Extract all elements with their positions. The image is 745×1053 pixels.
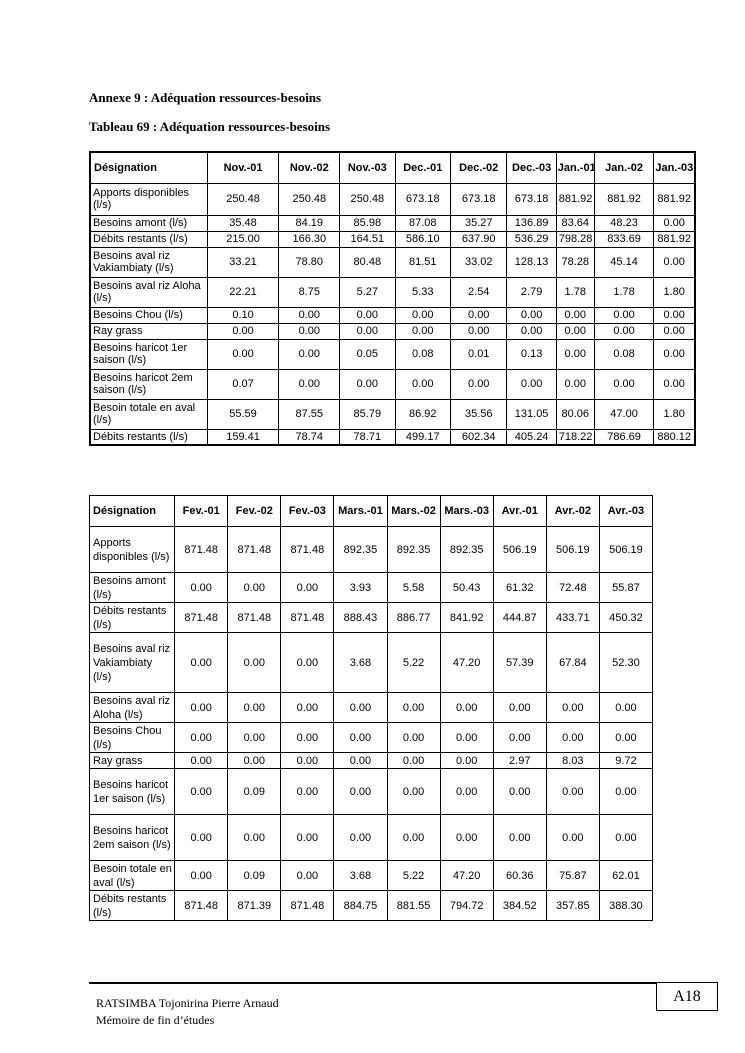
cell-value: 0.00 [279,307,340,323]
cell-value: 5.27 [340,277,395,307]
cell-value: 0.00 [281,723,334,753]
cell-value: 0.08 [594,339,654,369]
cell-value: 0.00 [281,769,334,815]
cell-value: 0.00 [334,769,387,815]
table-row [90,307,695,323]
cell-value: 0.00 [546,693,599,723]
cell-value: 0.08 [395,339,450,369]
cell-value: 81.51 [395,247,450,277]
cell-value: 0.00 [281,693,334,723]
cell-value: 444.87 [493,603,546,633]
cell-value: 0.00 [334,723,387,753]
row-label: Apports disponibles (l/s) [90,183,207,215]
annex-title: Annexe 9 : Adéquation ressources-besoins [89,90,322,105]
cell-value: 0.00 [507,307,556,323]
cell-value: 1.80 [654,277,695,307]
column-header: Mars.-01 [334,496,387,527]
cell-value: 78.80 [279,247,340,277]
footer-subtitle: Mémoire de fin d’études [96,1013,215,1027]
column-header: Jan.-02 [594,152,654,183]
cell-value: 55.59 [207,399,279,429]
table-row [90,603,653,633]
column-header: Mars.-03 [440,496,493,527]
column-header: Avr.-02 [546,496,599,527]
cell-value: 0.00 [175,815,228,861]
cell-value: 886.77 [387,603,440,633]
table-row [90,339,695,369]
row-label: Débits restants (l/s) [90,603,175,633]
cell-value: 0.00 [175,769,228,815]
column-header: Fev.-03 [281,496,334,527]
row-label: Ray grass [90,323,207,339]
cell-value: 0.00 [228,815,281,861]
cell-value: 33.02 [450,247,506,277]
cell-value: 0.00 [175,693,228,723]
cell-value: 0.00 [387,723,440,753]
cell-value: 0.00 [175,573,228,603]
cell-value: 35.56 [450,399,506,429]
cell-value: 499.17 [395,429,450,445]
cell-value: 87.08 [395,215,450,231]
cell-value: 128.13 [507,247,556,277]
cell-value: 586.10 [395,231,450,247]
row-label: Besoins haricot 1er saison (l/s) [90,769,175,815]
cell-value: 0.00 [594,307,654,323]
cell-value: 62.01 [599,861,652,891]
cell-value: 136.89 [507,215,556,231]
cell-value: 0.00 [507,369,556,399]
table-row [90,369,695,399]
cell-value: 60.36 [493,861,546,891]
cell-value: 131.05 [507,399,556,429]
cell-value: 45.14 [594,247,654,277]
row-label: Besoins aval riz Vakiambiaty (l/s) [90,247,207,277]
cell-value: 794.72 [440,891,493,921]
cell-value: 0.00 [599,723,652,753]
cell-value: 0.00 [546,769,599,815]
cell-value: 166.30 [279,231,340,247]
cell-value: 250.48 [279,183,340,215]
cell-value: 0.00 [334,815,387,861]
table-row [90,429,695,445]
column-header: Fev.-01 [175,496,228,527]
cell-value: 5.22 [387,861,440,891]
cell-value: 8.75 [279,277,340,307]
row-label: Débits restants (l/s) [90,429,207,445]
column-header: Jan.-01 [556,152,594,183]
cell-value: 880.12 [654,429,695,445]
cell-value: 75.87 [546,861,599,891]
cell-value: 798.28 [556,231,594,247]
cell-value: 0.13 [507,339,556,369]
cell-value: 0.01 [450,339,506,369]
row-label: Besoins Chou (l/s) [90,723,175,753]
column-header: Dec.-01 [395,152,450,183]
row-label: Besoins amont (l/s) [90,215,207,231]
row-label: Besoins haricot 1er saison (l/s) [90,339,207,369]
cell-value: 0.00 [175,861,228,891]
cell-value: 0.00 [654,339,695,369]
cell-value: 3.68 [334,861,387,891]
row-label: Besoins aval riz Vakiambiaty (l/s) [90,633,175,693]
cell-value: 0.09 [228,861,281,891]
cell-value: 0.10 [207,307,279,323]
table-row [90,633,653,693]
cell-value: 35.27 [450,215,506,231]
cell-value: 536.29 [507,231,556,247]
column-header: Mars.-02 [387,496,440,527]
cell-value: 0.00 [654,369,695,399]
cell-value: 0.00 [546,815,599,861]
cell-value: 388.30 [599,891,652,921]
cell-value: 357.85 [546,891,599,921]
cell-value: 0.00 [599,693,652,723]
cell-value: 871.48 [175,891,228,921]
row-label: Besoins amont (l/s) [90,573,175,603]
cell-value: 67.84 [546,633,599,693]
cell-value: 78.74 [279,429,340,445]
row-label: Débits restants (l/s) [90,231,207,247]
cell-value: 0.00 [228,633,281,693]
table-row [90,215,695,231]
cell-value: 8.03 [546,753,599,769]
table-row [90,573,653,603]
row-label: Besoin totale en aval (l/s) [90,861,175,891]
cell-value: 637.90 [450,231,506,247]
cell-value: 0.00 [228,753,281,769]
cell-value: 0.00 [440,693,493,723]
cell-value: 50.43 [440,573,493,603]
cell-value: 0.00 [334,753,387,769]
cell-value: 871.48 [281,527,334,573]
table-row [90,753,653,769]
cell-value: 0.00 [281,861,334,891]
cell-value: 0.00 [450,323,506,339]
cell-value: 0.00 [493,769,546,815]
cell-value: 0.00 [281,815,334,861]
cell-value: 86.92 [395,399,450,429]
column-header: Dec.-03 [507,152,556,183]
row-label: Besoins aval riz Aloha (l/s) [90,693,175,723]
cell-value: 5.33 [395,277,450,307]
table-row [90,861,653,891]
cell-value: 0.00 [279,339,340,369]
row-label: Besoins Chou (l/s) [90,307,207,323]
cell-value: 0.00 [175,633,228,693]
cell-value: 0.00 [395,307,450,323]
cell-value: 786.69 [594,429,654,445]
column-header: Dec.-02 [450,152,506,183]
cell-value: 0.00 [493,815,546,861]
cell-value: 84.19 [279,215,340,231]
cell-value: 881.92 [654,231,695,247]
cell-value: 0.00 [654,215,695,231]
cell-value: 0.00 [493,693,546,723]
cell-value: 0.00 [594,323,654,339]
cell-value: 673.18 [450,183,506,215]
resources-needs-table-nov-jan [89,151,696,446]
table-row [90,277,695,307]
cell-value: 5.22 [387,633,440,693]
cell-value: 0.00 [556,323,594,339]
cell-value: 87.55 [279,399,340,429]
table-header [90,152,695,183]
cell-value: 61.32 [493,573,546,603]
cell-value: 47.00 [594,399,654,429]
footer-divider [89,982,657,984]
cell-value: 884.75 [334,891,387,921]
cell-value: 0.00 [340,323,395,339]
cell-value: 35.48 [207,215,279,231]
table-row [90,527,653,573]
row-label: Besoins haricot 2em saison (l/s) [90,369,207,399]
cell-value: 47.20 [440,861,493,891]
cell-value: 0.00 [228,573,281,603]
cell-value: 164.51 [340,231,395,247]
cell-value: 1.78 [594,277,654,307]
cell-value: 871.39 [228,891,281,921]
cell-value: 0.00 [654,323,695,339]
cell-value: 881.92 [556,183,594,215]
cell-value: 2.54 [450,277,506,307]
cell-value: 0.00 [599,769,652,815]
cell-value: 0.00 [228,693,281,723]
cell-value: 0.00 [175,723,228,753]
cell-value: 80.06 [556,399,594,429]
cell-value: 80.48 [340,247,395,277]
cell-value: 871.48 [228,527,281,573]
cell-value: 673.18 [507,183,556,215]
row-label: Débits restants (l/s) [90,891,175,921]
table-row [90,723,653,753]
table-row [90,693,653,723]
cell-value: 871.48 [175,603,228,633]
cell-value: 52.30 [599,633,652,693]
cell-value: 841.92 [440,603,493,633]
cell-value: 506.19 [546,527,599,573]
cell-value: 0.00 [279,323,340,339]
cell-value: 250.48 [207,183,279,215]
cell-value: 0.00 [279,369,340,399]
table-row [90,891,653,921]
cell-value: 0.00 [594,369,654,399]
cell-value: 871.48 [281,603,334,633]
cell-value: 0.00 [440,723,493,753]
table-row [90,231,695,247]
cell-value: 3.93 [334,573,387,603]
row-label: Besoin totale en aval (l/s) [90,399,207,429]
cell-value: 871.48 [228,603,281,633]
cell-value: 718.22 [556,429,594,445]
cell-value: 506.19 [493,527,546,573]
cell-value: 0.00 [450,307,506,323]
cell-value: 250.48 [340,183,395,215]
cell-value: 0.00 [207,323,279,339]
cell-value: 5.58 [387,573,440,603]
column-header-designation: Désignation [90,152,207,183]
cell-value: 506.19 [599,527,652,573]
cell-value: 0.00 [340,307,395,323]
cell-value: 1.80 [654,399,695,429]
resources-needs-table-feb-apr [89,495,653,921]
row-label: Apports disponibles (l/s) [90,527,175,573]
cell-value: 48.23 [594,215,654,231]
cell-value: 0.00 [450,369,506,399]
cell-value: 0.00 [654,307,695,323]
cell-value: 2.79 [507,277,556,307]
cell-value: 0.00 [207,339,279,369]
cell-value: 0.00 [334,693,387,723]
column-header: Avr.-03 [599,496,652,527]
cell-value: 433.71 [546,603,599,633]
cell-value: 833.69 [594,231,654,247]
cell-value: 33.21 [207,247,279,277]
cell-value: 85.79 [340,399,395,429]
table-row [90,247,695,277]
cell-value: 3.68 [334,633,387,693]
cell-value: 0.00 [440,753,493,769]
cell-value: 0.00 [387,753,440,769]
cell-value: 2.97 [493,753,546,769]
cell-value: 0.00 [440,769,493,815]
column-header: Nov.-01 [207,152,279,183]
cell-value: 450.32 [599,603,652,633]
cell-value: 0.07 [207,369,279,399]
table-header [90,496,653,527]
cell-value: 215.00 [207,231,279,247]
cell-value: 57.39 [493,633,546,693]
cell-value: 85.98 [340,215,395,231]
cell-value: 0.00 [228,723,281,753]
cell-value: 881.55 [387,891,440,921]
footer-author: RATSIMBA Tojonirina Pierre Arnaud [96,996,279,1010]
cell-value: 22.21 [207,277,279,307]
table-row [90,399,695,429]
cell-value: 0.00 [556,339,594,369]
cell-value: 0.00 [281,753,334,769]
cell-value: 892.35 [440,527,493,573]
column-header-designation: Désignation [90,496,175,527]
cell-value: 0.00 [546,723,599,753]
cell-value: 881.92 [654,183,695,215]
cell-value: 0.00 [387,769,440,815]
cell-value: 0.00 [340,369,395,399]
column-header: Fev.-02 [228,496,281,527]
cell-value: 159.41 [207,429,279,445]
row-label: Ray grass [90,753,175,769]
cell-value: 78.28 [556,247,594,277]
column-header: Nov.-03 [340,152,395,183]
cell-value: 0.00 [440,815,493,861]
column-header: Avr.-01 [493,496,546,527]
cell-value: 673.18 [395,183,450,215]
cell-value: 0.00 [281,573,334,603]
table-title: Tableau 69 : Adéquation ressources-besoins [89,119,331,134]
cell-value: 0.00 [395,323,450,339]
cell-value: 83.64 [556,215,594,231]
cell-value: 892.35 [387,527,440,573]
cell-value: 78.71 [340,429,395,445]
cell-value: 0.09 [228,769,281,815]
cell-value: 0.00 [395,369,450,399]
cell-value: 892.35 [334,527,387,573]
cell-value: 1.78 [556,277,594,307]
page-number: A18 [656,982,718,1011]
cell-value: 0.00 [281,633,334,693]
cell-value: 384.52 [493,891,546,921]
cell-value: 881.92 [594,183,654,215]
cell-value: 0.00 [556,307,594,323]
column-header: Jan.-03 [654,152,695,183]
cell-value: 0.05 [340,339,395,369]
cell-value: 72.48 [546,573,599,603]
cell-value: 871.48 [175,527,228,573]
table-row [90,769,653,815]
cell-value: 0.00 [599,815,652,861]
cell-value: 888.43 [334,603,387,633]
cell-value: 871.48 [281,891,334,921]
row-label: Besoins aval riz Aloha (l/s) [90,277,207,307]
table-row [90,815,653,861]
column-header: Nov.-02 [279,152,340,183]
cell-value: 0.00 [175,753,228,769]
cell-value: 602.34 [450,429,506,445]
table-row [90,183,695,215]
cell-value: 405.24 [507,429,556,445]
cell-value: 55.87 [599,573,652,603]
cell-value: 0.00 [387,815,440,861]
cell-value: 47.20 [440,633,493,693]
cell-value: 0.00 [556,369,594,399]
cell-value: 0.00 [387,693,440,723]
row-label: Besoins haricot 2em saison (l/s) [90,815,175,861]
cell-value: 0.00 [507,323,556,339]
cell-value: 0.00 [493,723,546,753]
cell-value: 9.72 [599,753,652,769]
table-row [90,323,695,339]
cell-value: 0.00 [654,247,695,277]
